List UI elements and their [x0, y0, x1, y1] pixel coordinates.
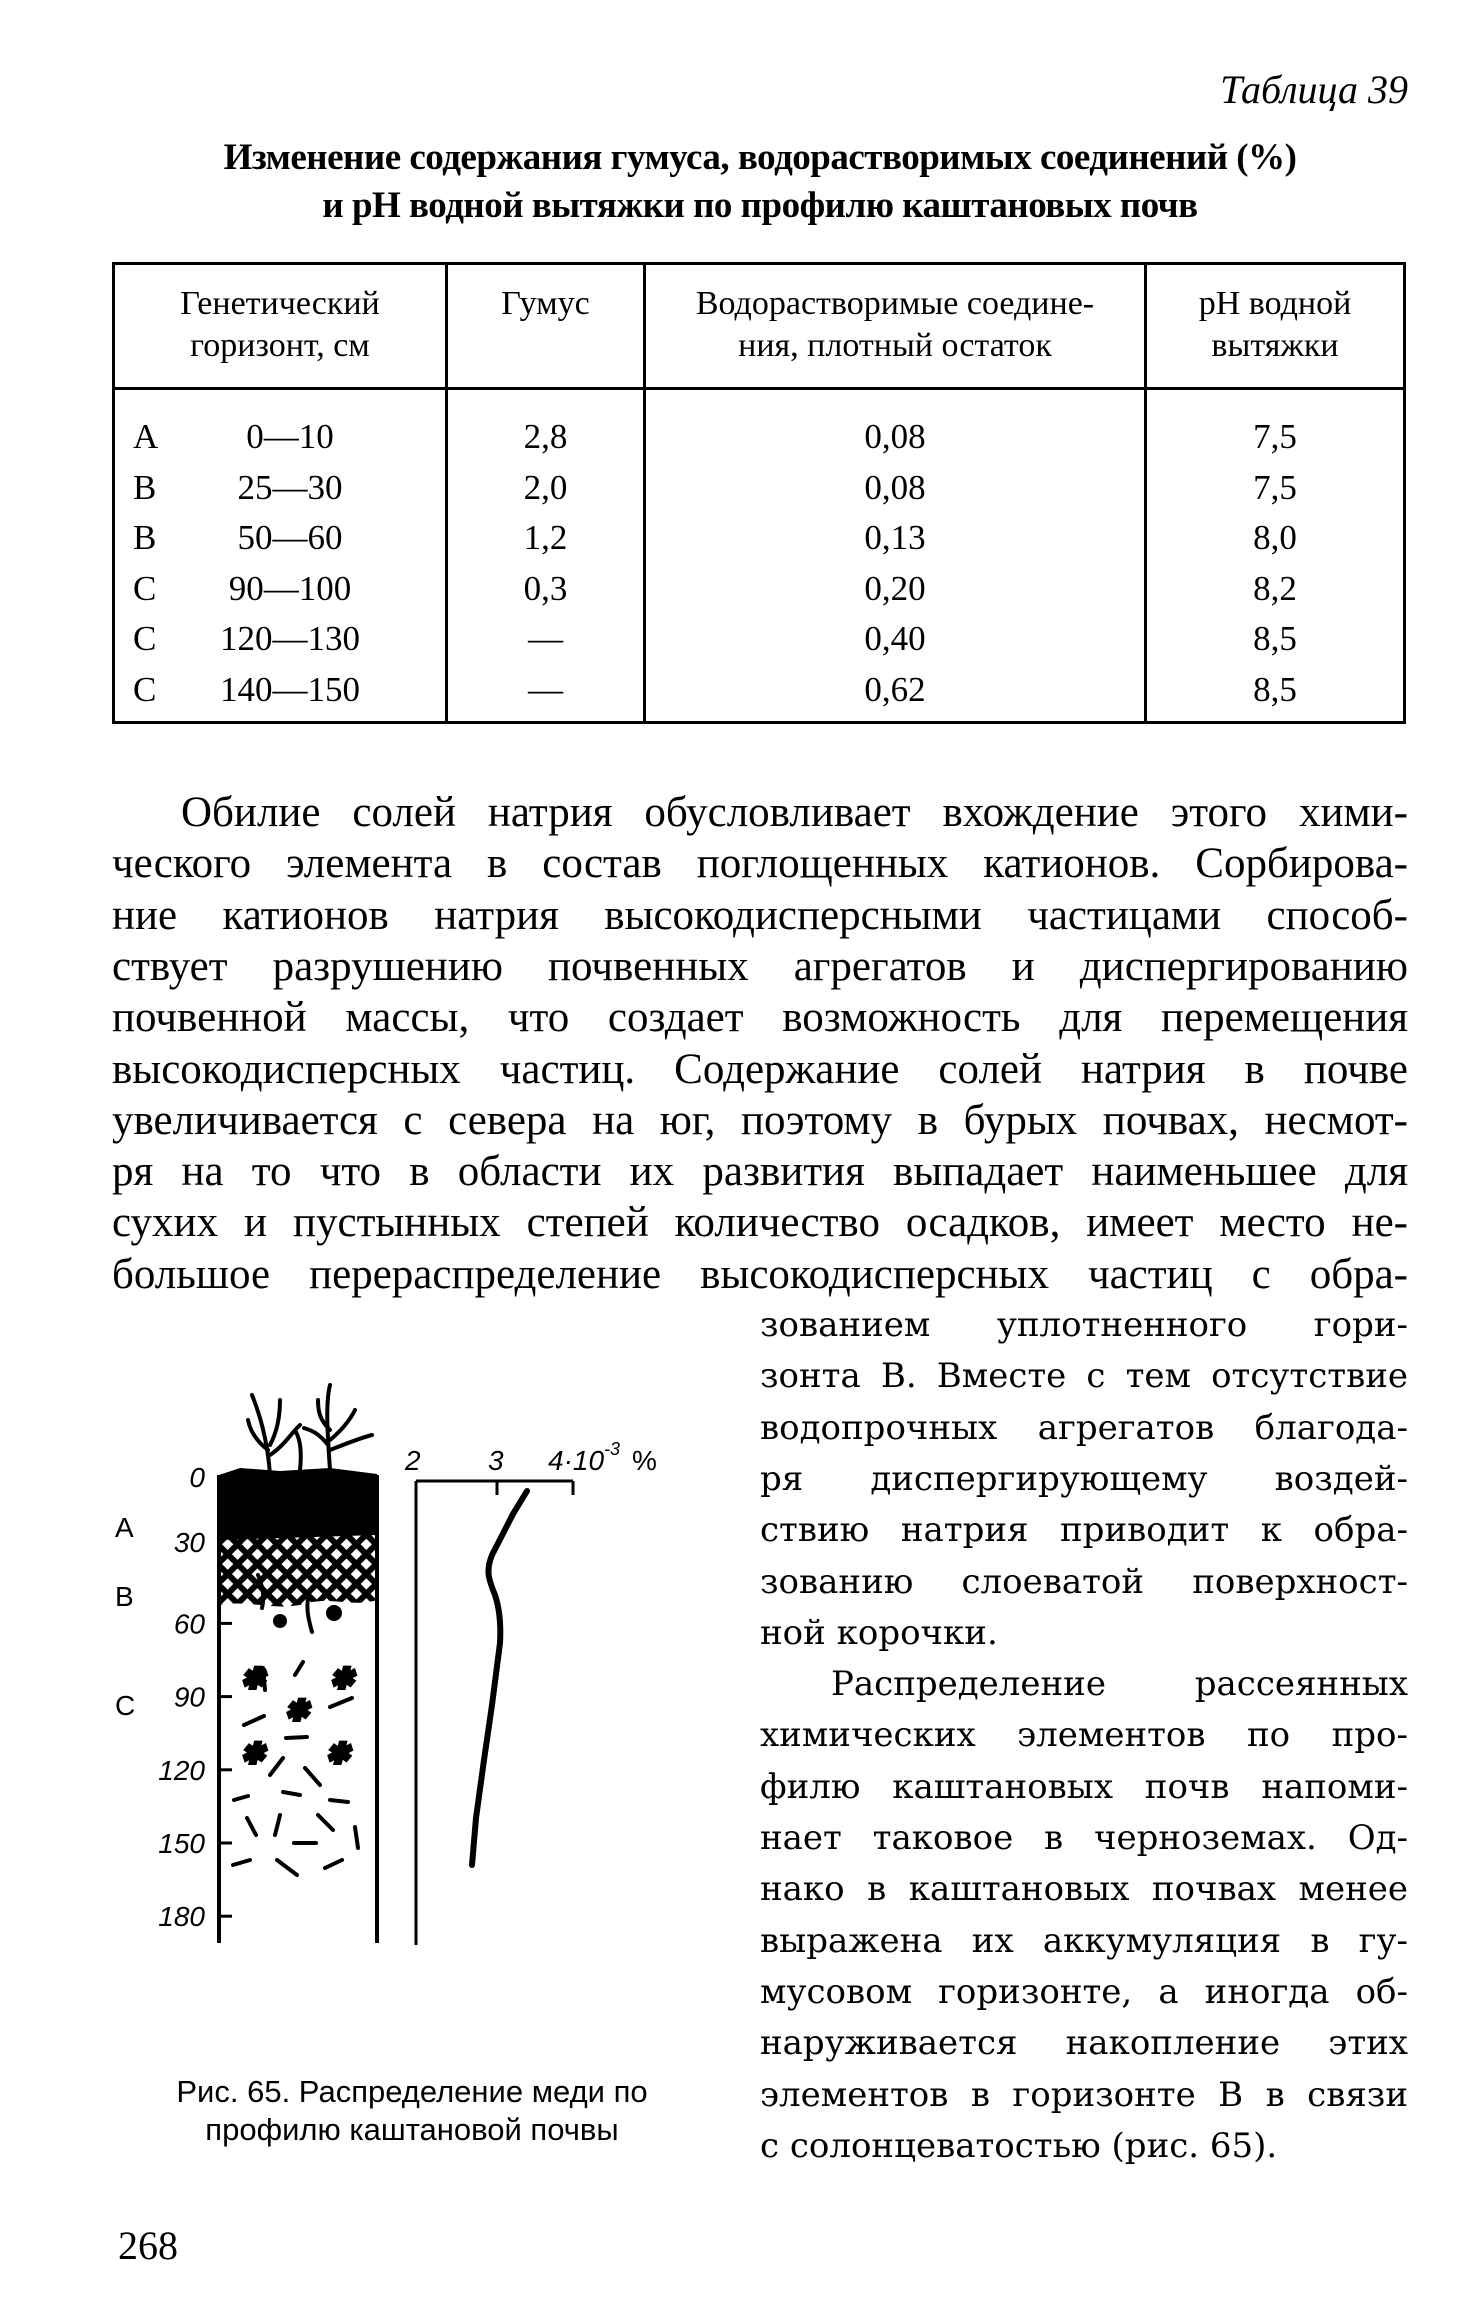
body-line: ческого элемента в состав поглощенных катионов. Сорбирова- [112, 840, 1408, 888]
table-cell-horizon: C [133, 669, 157, 709]
axis-tick-4: 4·10 [548, 1445, 605, 1476]
body-column-line: с солонцеватостью (рис. 65). [760, 2125, 1278, 2166]
table-cell-horizon: A [133, 417, 159, 456]
svg-text:✱: ✱ [241, 1738, 265, 1769]
soil-inclusions [233, 1575, 358, 1875]
depth-label: 150 [158, 1828, 205, 1859]
depth-label: 0 [189, 1462, 205, 1493]
body-line: большое перераспределение высокодисперсных частиц с обра- [112, 1250, 1408, 1298]
body-column-line: зованию слоеватой поверхност- [760, 1561, 1408, 1602]
body-column-line: мусовом горизонте, а иногда об- [760, 1971, 1408, 2012]
table-cell-depth: 90—100 [228, 568, 352, 608]
table-cell-horizon: C [133, 568, 157, 608]
svg-text:✱: ✱ [285, 1695, 309, 1726]
depth-label: 180 [158, 1901, 205, 1933]
table-number: Таблица 39 [1220, 67, 1408, 112]
body-column-line: нако в каштановых почвах менее [760, 1869, 1408, 1910]
table-cell-soluble: 0,40 [864, 619, 926, 658]
horizon-b-hatch [219, 1535, 377, 1606]
horizon-label-c: C [115, 1690, 136, 1721]
table-cell-humus: 2,8 [523, 417, 568, 456]
page-number: 268 [118, 2223, 178, 2268]
table-cell-soluble: 0,13 [864, 518, 926, 557]
table-cell-depth: 25—30 [237, 467, 343, 507]
axis-tick-2: 2 [405, 1445, 421, 1476]
body-line: Обилие солей натрия обусловливает вхождение этого хими- [181, 789, 1408, 836]
table-cell-ph: 8,0 [1253, 518, 1297, 557]
header-horizon: Генетический горизонт, см [180, 285, 380, 364]
body-column-line: химических элементов по про- [760, 1715, 1408, 1756]
table-cell-ph: 7,5 [1253, 467, 1297, 507]
body-column-line: ной корочки. [760, 1612, 998, 1653]
table-cell-ph: 8,5 [1253, 669, 1297, 709]
depth-label: 60 [173, 1608, 205, 1640]
body-column-line: ря диспергирующему воздей- [760, 1458, 1408, 1499]
humus-horizon-a [219, 1468, 377, 1545]
table-cell-horizon: B [133, 467, 157, 507]
body-column-line: ствию натрия приводит к обра- [760, 1510, 1408, 1551]
table-cell-soluble: 0,62 [864, 669, 926, 709]
figure-caption-line-2: профилю каштановой почвы [205, 2112, 619, 2147]
body-column-line: элементов в горизонте В в связи [760, 2074, 1408, 2115]
axis-exponent: -3 [604, 1439, 621, 1459]
table-cell-depth: 50—60 [237, 518, 343, 557]
table-title-line-2: и pH водной вытяжки по профилю каштановых почв [322, 185, 1198, 226]
horizon-label-b: B [115, 1581, 134, 1612]
body-column-line: наруживается накопление этих [760, 2023, 1408, 2064]
body-line: ря на то что в области их развития выпадает наименьшее для [112, 1148, 1408, 1196]
header-ph: pH водной вытяжки [1198, 285, 1352, 364]
svg-text:✱: ✱ [326, 1738, 350, 1769]
axis-tick-3: 3 [488, 1445, 504, 1476]
body-line: ние катионов натрия высокодисперсными частицами способ- [112, 891, 1408, 939]
horizon-labels [115, 1512, 135, 1721]
table-title-line-1: Изменение содержания гумуса, водорастворимых соединений (%) [223, 137, 1297, 178]
axis-unit: % [632, 1445, 657, 1476]
table-cell-depth: 140—150 [220, 669, 360, 709]
svg-text:✱: ✱ [330, 1663, 354, 1694]
body-column-line: филю каштановых почв напоми- [760, 1766, 1408, 1807]
figure-caption-line-1: Рис. 65. Распределение меди по [176, 2074, 648, 2109]
body-line: сухих и пустынных степей количество осадков, имеет место не- [112, 1199, 1408, 1247]
body-column-line: зованием уплотненного гори- [760, 1305, 1408, 1345]
body-line: ствует разрушению почвенных агрегатов и диспергированию [112, 942, 1408, 990]
plant-icon [248, 1385, 372, 1475]
body-line: почвенной массы, что создает возможность для перемещения [112, 994, 1408, 1042]
table-cell-ph: 8,5 [1253, 619, 1297, 658]
table-cell-horizon: B [133, 518, 157, 557]
table-cell-soluble: 0,20 [864, 568, 926, 608]
horizon-label-a: A [115, 1512, 134, 1543]
body-line: увеличивается с севера на юг, поэтому в бурых почвах, несмот- [112, 1096, 1408, 1144]
table-cell-humus: 2,0 [523, 467, 568, 507]
table-cell-humus: 1,2 [523, 518, 568, 557]
table-cell-ph: 7,5 [1253, 417, 1297, 456]
table-cell-ph: 8,2 [1253, 568, 1297, 608]
depth-label: 90 [173, 1681, 205, 1713]
table-cell-humus: — [528, 669, 563, 709]
copper-curve [472, 1491, 527, 1865]
table-cell-humus: 0,3 [523, 568, 568, 608]
body-column-line: выражена их аккумуляция в гу- [760, 1920, 1408, 1961]
body-column-line: водопрочных агрегатов благода- [760, 1407, 1408, 1448]
header-soluble: Водорастворимые соедине- ния, плотный остаток [695, 285, 1095, 364]
depth-label: 120 [158, 1754, 205, 1786]
body-line: высокодисперсных частиц. Содержание солей натрия в почве [112, 1045, 1408, 1093]
table-cell-depth: 0—10 [246, 417, 334, 456]
table-cell-depth: 120—130 [220, 619, 360, 658]
depth-label: 30 [173, 1527, 205, 1559]
table-cell-humus: — [528, 619, 563, 658]
body-column-line: нает таковое в черноземах. Од- [760, 1818, 1408, 1858]
table-cell-soluble: 0,08 [864, 417, 926, 456]
header-humus: Гумус [501, 285, 590, 322]
table-cell-horizon: C [133, 619, 157, 658]
table-cell-soluble: 0,08 [864, 467, 926, 507]
body-column-line: зонта В. Вместе с тем отсутствие [760, 1356, 1408, 1397]
svg-text:✱: ✱ [241, 1663, 265, 1694]
body-column-line: Распределение рассеянных [831, 1664, 1408, 1705]
